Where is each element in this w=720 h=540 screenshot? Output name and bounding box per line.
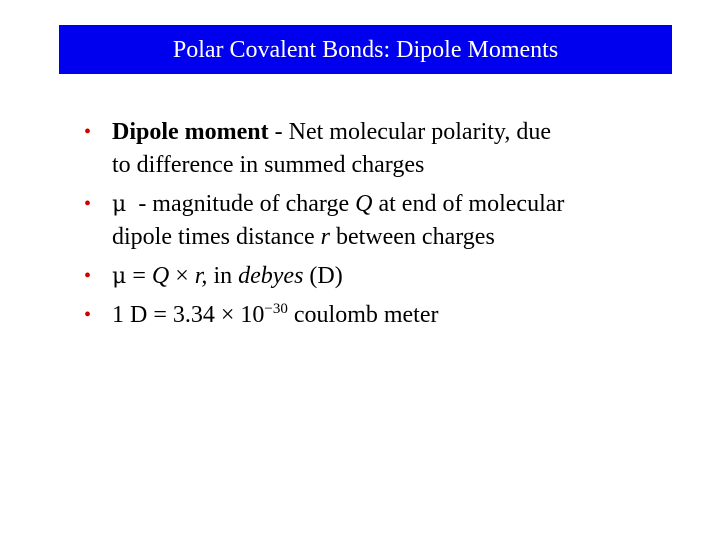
- bullet-debye-value: [84, 299, 684, 332]
- slide-title: Polar Covalent Bonds: Dipole Moments: [172, 36, 559, 63]
- text: coulomb meter: [287, 302, 439, 328]
- text: between charges: [329, 224, 495, 250]
- text: (D): [303, 263, 343, 289]
- definition-text: - Net molecular polarity, due: [268, 119, 551, 145]
- bullet-line: [112, 221, 684, 254]
- bullet-dot-icon: •: [84, 121, 92, 143]
- title-bar: [59, 25, 672, 74]
- bullet-dipole-moment: [84, 116, 684, 182]
- bullet-list: [84, 116, 684, 338]
- text: in: [207, 263, 239, 289]
- bullet-mu-formula: [84, 260, 684, 293]
- unit-debyes: debyes: [238, 263, 304, 289]
- term-dipole-moment: Dipole moment: [112, 119, 269, 145]
- bullet-dot-icon: •: [84, 193, 92, 215]
- text: at end of molecular: [372, 191, 565, 217]
- bullet-line: [112, 116, 684, 149]
- bullet-line: [112, 188, 684, 221]
- var-r: r,: [194, 263, 208, 289]
- bullet-line: [112, 299, 684, 332]
- var-q: Q: [355, 191, 373, 217]
- text: - magnitude of charge: [126, 191, 356, 217]
- text: dipole times distance: [112, 224, 321, 250]
- var-q: Q: [151, 263, 170, 289]
- var-r: r: [320, 224, 330, 250]
- bullet-dot-icon: •: [84, 304, 92, 326]
- exponent: −30: [264, 301, 288, 317]
- times-sign: ×: [169, 263, 195, 289]
- bullet-line: to difference in summed charges: [112, 152, 425, 178]
- text: =: [126, 263, 152, 289]
- text: 1 D = 3.34 × 10: [112, 302, 265, 328]
- bullet-mu-definition: [84, 188, 684, 254]
- bullet-line: [112, 260, 684, 293]
- bullet-dot-icon: •: [84, 265, 92, 287]
- mu-symbol: μ: [112, 264, 127, 289]
- mu-symbol: μ: [112, 192, 127, 217]
